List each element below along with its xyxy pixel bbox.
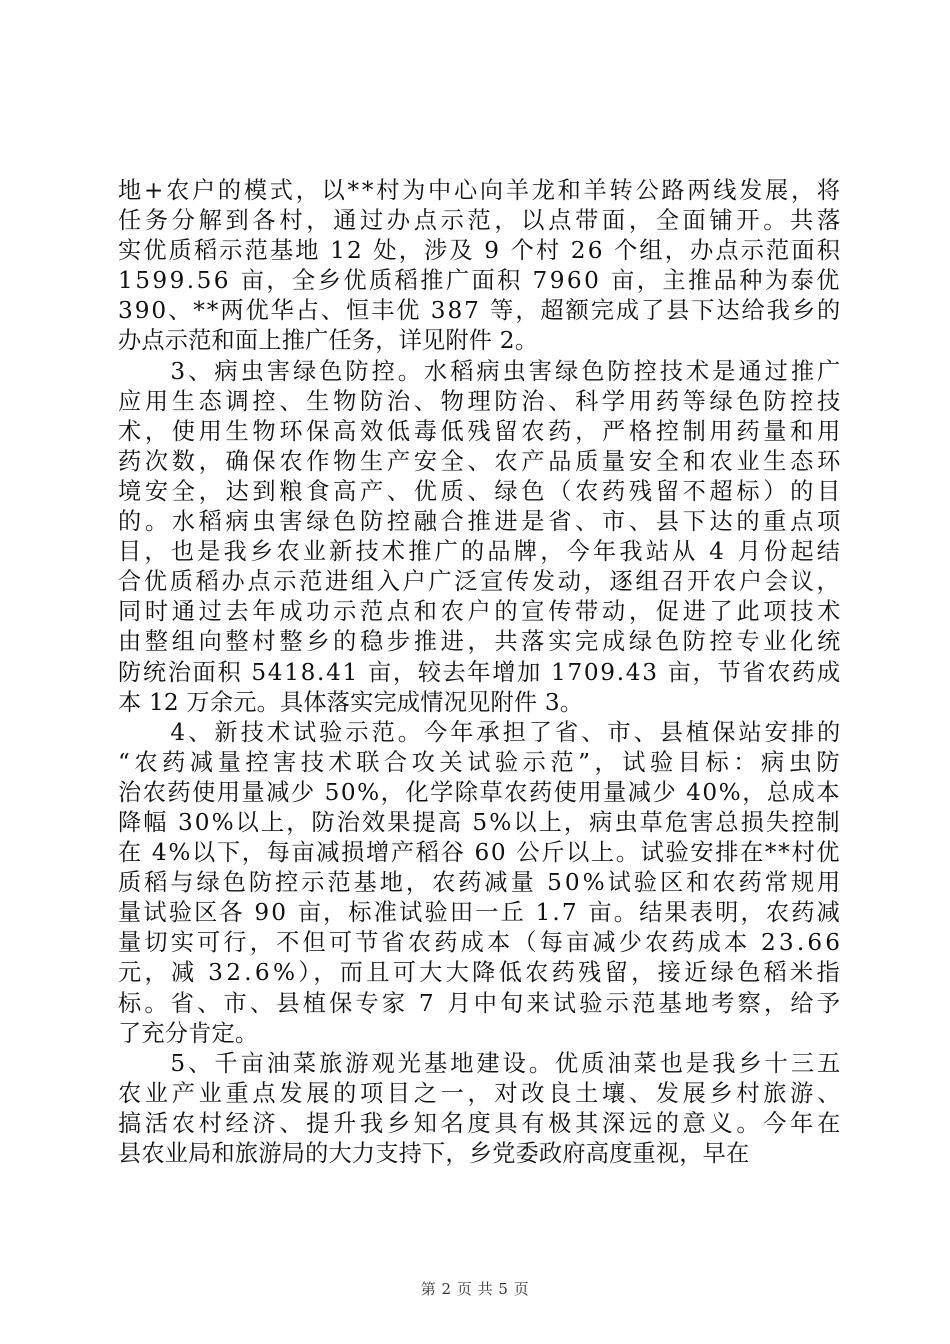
text-line: 防统治面积 5418.41 亩，较去年增加 1709.43 亩，节省农药成 [118,658,842,686]
text-line: 3、病虫害绿色防控。水稻病虫害绿色防控技术是通过推广 [118,357,844,385]
text-line: 质稻与绿色防控示范基地，农药减量 50%试验区和农药常规用 [118,869,844,897]
text-line: 应用生态调控、生物防治、物理防治、科学用药等绿色防控技 [118,387,844,415]
text-line: 目，也是我乡农业新技术推广的品牌，今年我站从 4 月份起结 [118,538,844,566]
text-line: 本 12 万余元。具体落实完成情况见附件 3。 [118,688,584,716]
text-line: 任务分解到各村，通过办点示范，以点带面，全面铺开。共落 [118,207,844,235]
text-line: 术，使用生物环保高效低毒低残留农药，严格控制用药量和用 [118,417,844,445]
text-line: 降幅 30%以上，防治效果提高 5%以上，病虫草危害总损失控制 [118,808,842,836]
text-line: 治农药使用量减少 50%，化学除草农药使用量减少 40%，总成本 [118,778,842,806]
text-line: 4、新技术试验示范。今年承担了省、市、县植保站安排的 [118,718,844,746]
text-line: 标。省、市、县植保专家 7 月中旬来试验示范基地考察，给予 [118,989,844,1017]
page-footer: 第 2 页 共 5 页 [420,1280,530,1298]
text-line: 药次数，确保农作物生产安全、农产品质量安全和农业生态环 [118,447,844,475]
text-line: 元，减 32.6%），而且可大大降低农药残留，接近绿色稻米指 [118,959,844,987]
text-line: 县农业局和旅游局的大力支持下，乡党委政府高度重视，早在 [118,1140,750,1167]
text-line: 同时通过去年成功示范点和农户的宣传带动，促进了此项技术 [118,598,844,626]
text-line: 办点示范和面上推广任务，详见附件 2。 [118,327,539,355]
text-line: 地+农户的模式，以**村为中心向羊龙和羊转公路两线发展，将 [118,177,843,204]
text-line: 390、**两优华占、恒丰优 387 等，超额完成了县下达给我乡的 [118,297,843,325]
text-line: 搞活农村经济、提升我乡知名度具有极其深远的意义。今年在 [118,1109,844,1137]
text-line: 量切实可行，不但可节省农药成本（每亩减少农药成本 23.66 [118,929,844,957]
text-line: 1599.56 亩，全乡优质稻推广面积 7960 亩，主推品种为泰优 [118,267,842,295]
text-line: 在 4%以下，每亩减损增产稻谷 60 公斤以上。试验安排在**村优 [118,839,842,867]
text-line: 的。水稻病虫害绿色防控融合推进是省、市、县下达的重点项 [118,508,844,536]
text-line: 由整组向整村整乡的稳步推进，共落实完成绿色防控专业化统 [118,628,844,656]
text-line: 境安全，达到粮食高产、优质、绿色（农药残留不超标）的目 [118,477,844,505]
text-line: 农业产业重点发展的项目之一，对改良土壤、发展乡村旅游、 [118,1079,844,1107]
text-line: 量试验区各 90 亩，标准试验田一丘 1.7 亩。结果表明，农药减 [118,899,842,927]
text-line: 合优质稻办点示范进组入户广泛宣传发动，逐组召开农户会议， [118,568,843,596]
text-line: 5、千亩油菜旅游观光基地建设。优质油菜也是我乡十三五 [118,1049,844,1077]
text-line: “农药减量控害技术联合攻关试验示范”，试验目标：病虫防 [118,748,845,776]
text-line: 实优质稻示范基地 12 处，涉及 9 个村 26 个组，办点示范面积 [118,237,843,265]
document-body [118,176,845,1169]
text-line: 了充分肯定。 [118,1019,259,1047]
